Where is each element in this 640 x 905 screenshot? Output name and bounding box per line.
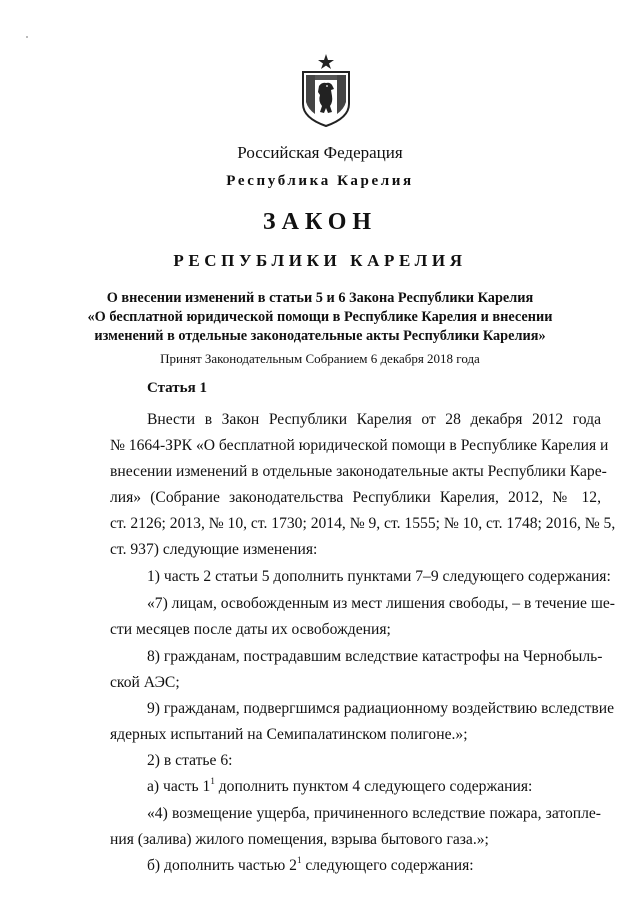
body-line-text: следующего содержания:	[301, 857, 474, 874]
body-line: ской АЭС;	[110, 674, 180, 691]
country-name: Российская Федерация	[237, 143, 403, 162]
karelia-coat-of-arms-icon	[297, 52, 355, 128]
body-line: 1) часть 2 статьи 5 дополнить пунктами 7–9 следующего содержания:	[147, 568, 611, 585]
document-title	[80, 289, 560, 346]
margin-dot	[26, 36, 28, 38]
body-line: «4) возмещение ущерба, причиненного вследствие пожара, затопле-	[147, 805, 601, 822]
adoption-date: Принят Законодательным Собранием 6 декабря 2018 года	[160, 351, 480, 366]
body-line: ядерных испытаний на Семипалатинском полигоне.»;	[110, 726, 468, 743]
body-line	[147, 857, 474, 875]
body-line: внесении изменений в отдельные законодательные акты Республики Каре-	[110, 463, 607, 480]
body-line: «7) лицам, освобожденным из мест лишения свободы, – в течение ше-	[147, 595, 616, 612]
body-line-text: а) часть 1	[147, 778, 211, 795]
republic-name: Республика Карелия	[226, 173, 414, 189]
document-title-line: О внесении изменений в статьи 5 и 6 Закона Республики Карелия	[106, 290, 534, 306]
body-line-text: дополнить пунктом 4 следующего содержания:	[214, 778, 533, 795]
body-line-text: б) дополнить частью 2	[147, 857, 297, 874]
body-line: ст. 937) следующие изменения:	[110, 541, 318, 558]
body-line: № 1664-ЗРК «О бесплатной юридической помощи в Республике Карелия и	[110, 437, 609, 454]
body-line: 8) гражданам, пострадавшим вследствие катастрофы на Чернобыль-	[147, 648, 603, 665]
superscript: 1	[296, 855, 302, 865]
body-line: ст. 2126; 2013, № 10, ст. 1730; 2014, № 9, ст. 1555; № 10, ст. 1748; 2016, № 5,	[110, 515, 616, 532]
body-line	[147, 778, 532, 796]
law-title: ЗАКОН	[262, 209, 378, 235]
article-heading: Статья 1	[147, 380, 207, 396]
body-line: Внести в Закон Республики Карелия от 28 декабря 2012 года	[147, 411, 601, 428]
body-line: 9) гражданам, подвергшимся радиационному воздействию вследствие	[147, 700, 615, 717]
document-title-line: «О бесплатной юридической помощи в Республике Карелия и внесении	[87, 309, 553, 325]
law-subtitle: РЕСПУБЛИКИ КАРЕЛИЯ	[173, 251, 467, 270]
body-line: сти месяцев после даты их освобождения;	[110, 621, 391, 638]
superscript: 1	[210, 776, 215, 786]
body-line: ния (залива) жилого помещения, взрыва бытового газа.»;	[110, 831, 489, 848]
body-line: 2) в статье 6:	[147, 752, 233, 769]
document-title-line: изменений в отдельные законодательные акты Республики Карелия»	[94, 328, 546, 344]
body-line: лия» (Собрание законодательства Республики Карелия, 2012, № 12,	[110, 489, 601, 506]
